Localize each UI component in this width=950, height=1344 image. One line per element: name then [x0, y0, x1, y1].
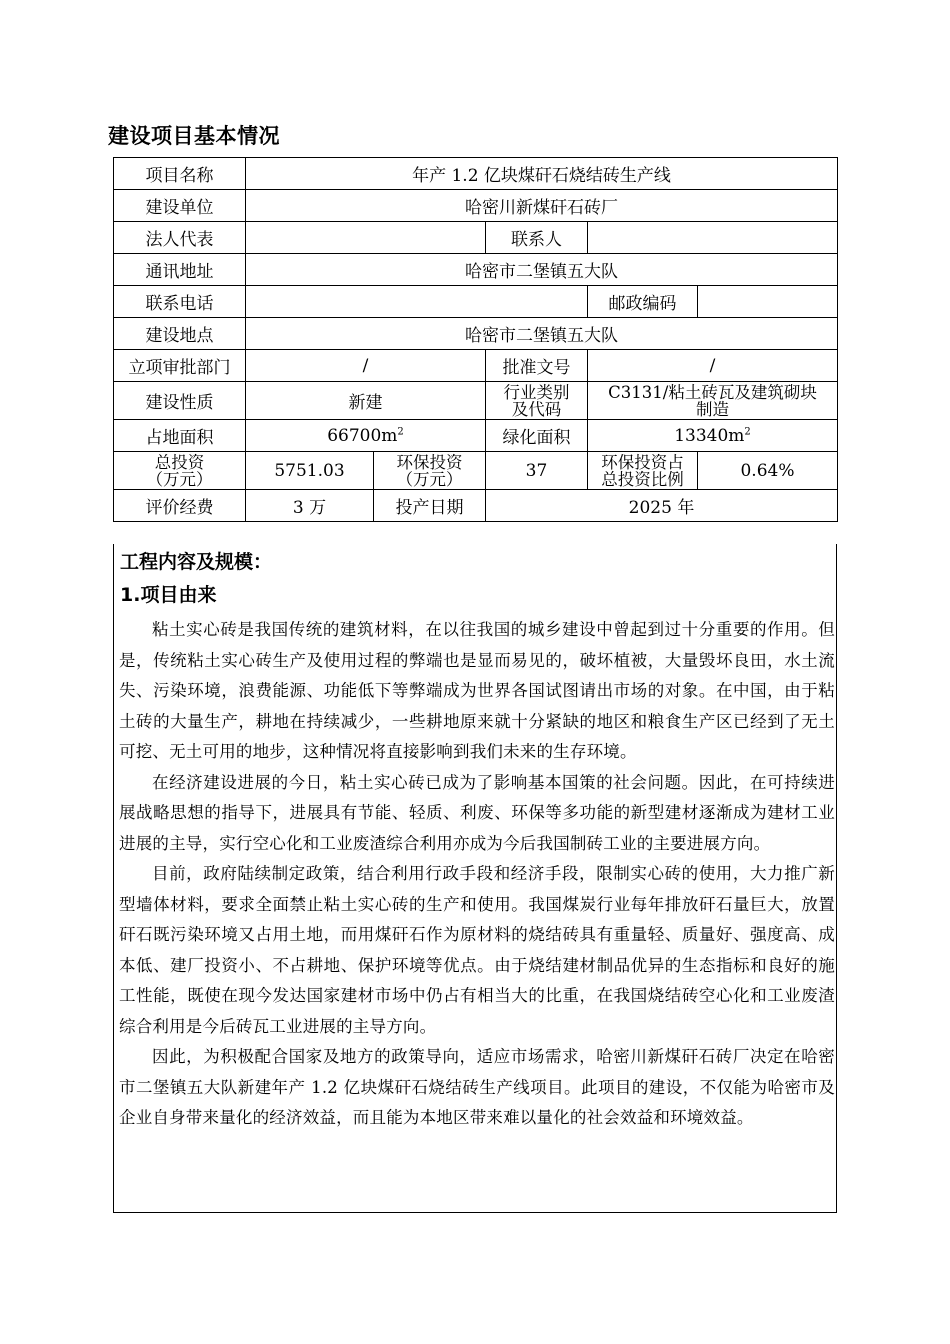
env-invest-value: 37	[486, 452, 588, 490]
approval-dept-value: /	[246, 350, 486, 382]
invest-label-line1: 总投资	[154, 452, 205, 472]
basic-info-table	[113, 157, 838, 522]
env-ratio-value: 0.64%	[698, 452, 838, 490]
postcode-label: 邮政编码	[588, 286, 698, 318]
heading-scope: 工程内容及规模：	[120, 551, 273, 573]
postcode-value	[698, 286, 838, 318]
fee-value: 3 万	[246, 490, 374, 522]
industry-label	[486, 382, 588, 420]
row-approval	[114, 350, 838, 382]
area-label: 占地面积	[114, 420, 246, 452]
unit-label: 建设单位	[114, 190, 246, 222]
legal-rep-label: 法人代表	[114, 222, 246, 254]
nature-label: 建设性质	[114, 382, 246, 420]
legal-rep-value	[246, 222, 486, 254]
area-unit-sup: 2	[397, 425, 404, 437]
contact-label: 联系人	[486, 222, 588, 254]
env-invest-label-line2: （万元）	[396, 469, 463, 489]
row-phone	[114, 286, 838, 318]
page-title: 建设项目基本情况	[108, 124, 280, 148]
approval-no-value: /	[588, 350, 838, 382]
paragraphs	[119, 615, 835, 1134]
row-unit	[114, 190, 838, 222]
green-label: 绿化面积	[486, 420, 588, 452]
area-value	[246, 420, 486, 452]
invest-value: 5751.03	[246, 452, 374, 490]
industry-value-line2: 制造	[696, 399, 729, 419]
address-value: 哈密市二堡镇五大队	[246, 254, 838, 286]
paragraph-1: 粘土实心砖是我国传统的建筑材料，在以往我国的城乡建设中曾起到过十分重要的作用。但是，传统粘土实心砖生产及使用过程的弊端也是显而易见的，破坏植被，大量毁坏良田，水土流失、污染环境，浪费能源、功能低下等弊端成为世界各国试图请出市场的对象。在中国，由于粘土砖的大量生产，耕地在持续减少，一些耕地原来就十分紧缺的地区和粮食生产区已经到了无土可挖、无土可用的地步，这种情况将直接影响到我们未来的生存环境。	[119, 620, 835, 761]
env-ratio-label-line1: 环保投资占	[601, 452, 684, 472]
approval-no-label: 批准文号	[486, 350, 588, 382]
address-label: 通讯地址	[114, 254, 246, 286]
paragraph-2: 在经济建设进展的今日，粘土实心砖已成为了影响基本国策的社会问题。因此，在可持续进展战略思想的指导下，进展具有节能、轻质、利废、环保等多功能的新型建材逐渐成为建材工业进展的主导，实行空心化和工业废渣综合利用亦成为今后我国制砖工业的主要进展方向。	[119, 772, 835, 853]
env-ratio-label-line2: 总投资比例	[601, 469, 684, 489]
green-value	[588, 420, 838, 452]
fee-label: 评价经费	[114, 490, 246, 522]
row-project-name	[114, 158, 838, 190]
site-label: 建设地点	[114, 318, 246, 350]
prod-date-value: 2025 年	[486, 490, 838, 522]
row-legal-rep	[114, 222, 838, 254]
paragraph-4: 因此，为积极配合国家及地方的政策导向，适应市场需求，哈密川新煤矸石砖厂决定在哈密市二堡镇五大队新建年产 1.2 亿块煤矸石烧结砖生产线项目。此项目的建设，不仅能为哈密市及企业自身带来量化的经济效益，而且能为本地区带来难以量化的社会效益和环境效益。	[119, 1047, 835, 1127]
prod-date-label: 投产日期	[374, 490, 486, 522]
project-name-value: 年产 1.2 亿块煤矸石烧结砖生产线	[246, 158, 838, 190]
invest-label	[114, 452, 246, 490]
row-nature	[114, 382, 838, 420]
green-unit-sup: 2	[744, 425, 751, 437]
industry-label-line2: 及代码	[511, 399, 562, 419]
invest-label-line2: （万元）	[146, 469, 213, 489]
env-invest-label	[374, 452, 486, 490]
content-section	[113, 544, 837, 1213]
approval-dept-label: 立项审批部门	[114, 350, 246, 382]
phone-value	[246, 286, 588, 318]
row-fee	[114, 490, 838, 522]
project-name-label: 项目名称	[114, 158, 246, 190]
industry-value-line1: C3131/粘土砖瓦及建筑砌块	[608, 382, 817, 402]
env-invest-label-line1: 环保投资	[396, 452, 463, 472]
row-area	[114, 420, 838, 452]
industry-label-line1: 行业类别	[503, 382, 570, 402]
industry-value	[588, 382, 838, 420]
paragraph-3: 目前，政府陆续制定政策，结合利用行政手段和经济手段，限制实心砖的使用，大力推广新型墙体材料，要求全面禁止粘土实心砖的生产和使用。我国煤炭行业每年排放矸石量巨大，放置矸石既污染环境又占用土地，而用煤矸石作为原材料的烧结砖具有重量轻、质量好、强度高、成本低、建厂投资小、不占耕地、保护环境等优点。由于烧结建材制品优异的生态指标和良好的施工性能，既使在现今发达国家建材市场中仍占有相当大的比重，在我国烧结砖空心化和工业废渣综合利用是今后砖瓦工业进展的主导方向。	[119, 864, 835, 1036]
heading-origin: 1.项目由来	[120, 584, 217, 606]
contact-value	[588, 222, 838, 254]
area-number: 66700m	[327, 425, 398, 446]
row-site	[114, 318, 838, 350]
site-value: 哈密市二堡镇五大队	[246, 318, 838, 350]
green-number: 13340m	[674, 425, 745, 446]
unit-value: 哈密川新煤矸石砖厂	[246, 190, 838, 222]
nature-value: 新建	[246, 382, 486, 420]
row-investment	[114, 452, 838, 490]
phone-label: 联系电话	[114, 286, 246, 318]
row-address	[114, 254, 838, 286]
env-ratio-label	[588, 452, 698, 490]
